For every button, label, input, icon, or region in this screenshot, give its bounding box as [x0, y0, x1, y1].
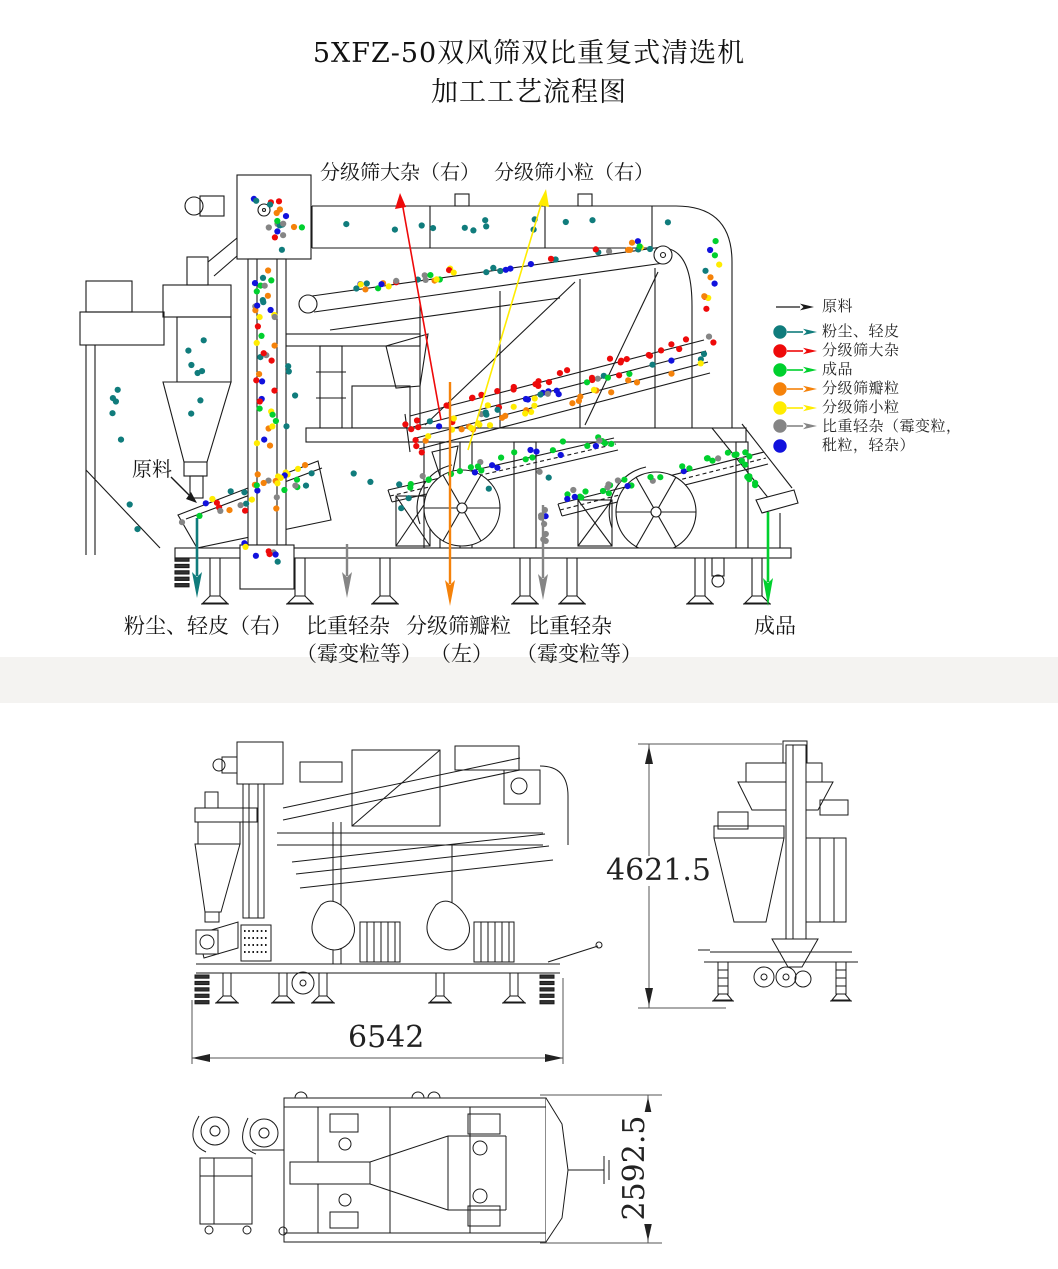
material-dot-grading-left-cluster [402, 421, 408, 427]
material-dot-grading-top-large [683, 336, 689, 342]
material-dot-top-duct-dust [343, 221, 349, 227]
material-dot-gravity1-product [593, 443, 599, 449]
output-label-broken-line2: （左） [430, 642, 493, 666]
material-dot-gravity2-product [625, 483, 631, 489]
material-dot-elevator-column-mix [270, 412, 276, 418]
legend-item-large-impurity [772, 341, 962, 360]
legend-label-line1: 比重轻杂（霉变粒， [822, 417, 962, 435]
material-dot-elevator-head-mix [291, 224, 297, 230]
material-dot-elevator-column-mix [255, 323, 261, 329]
material-dot-elevator-column-mix [268, 277, 274, 283]
material-dot-grading-low-small [499, 415, 505, 421]
material-dot-gravity2-product [686, 465, 692, 471]
material-dot-elevator-column-mix [257, 314, 263, 320]
material-dot-conveyor-band-mix [364, 280, 370, 286]
material-dot-elevator-column-mix [269, 423, 275, 429]
material-dot-gravity1-product [478, 467, 484, 473]
grading-large-callout-head [395, 193, 406, 209]
material-dot-top-duct-dust [419, 222, 425, 228]
material-dot-elevator-column-mix [254, 488, 260, 494]
material-dot-elevator-boot-mix [253, 553, 259, 559]
material-dot-conveyor-band-mix [593, 246, 599, 252]
large-impurity-legend-dot-icon [772, 343, 822, 359]
material-dot-grading-low-small [569, 400, 575, 406]
material-dot-elevator-column-mix [267, 443, 273, 449]
material-dot-grading-top-large [510, 386, 516, 392]
material-dot-grading-low-small [591, 387, 597, 393]
material-dot-grading-left-cluster [419, 449, 425, 455]
material-dot-grading-low-small [531, 403, 537, 409]
material-dot-hopper-mix [281, 487, 287, 493]
material-dot-gravity2-product [705, 455, 711, 461]
material-dot-grading-mid-mix [537, 391, 543, 397]
material-dot-grading-mid-mix [595, 376, 601, 382]
material-dot-grading-top-large [668, 341, 674, 347]
material-dot-air-dust-scatter [286, 368, 292, 374]
material-dot-grading-mid-mix [451, 415, 457, 421]
material-dot-elevator-column-mix [262, 283, 268, 289]
material-dot-conveyor-band-mix [647, 246, 653, 252]
material-dot-hopper-mix [228, 488, 234, 494]
material-dot-conveyor-band-mix [451, 270, 457, 276]
material-dot-gravity1-product [596, 438, 602, 444]
material-dot-elevator-head-mix [280, 221, 286, 227]
material-dot-grading-top-large [546, 379, 552, 385]
material-dot-gravity1-product [558, 452, 564, 458]
material-dot-elevator-column-mix [252, 280, 258, 286]
top-view-dimension-text: 2592.5 [620, 1103, 650, 1233]
material-dot-chute-product [742, 449, 748, 455]
material-dot-conveyor-band-mix [627, 247, 633, 253]
material-dot-conveyor-band-mix [423, 277, 429, 283]
material-dot-conveyor-band-mix [629, 240, 635, 246]
material-dot-elevator-head-mix [277, 206, 283, 212]
material-dot-gravity1-product [608, 441, 614, 447]
material-dot-left-chamber-dust [118, 437, 124, 443]
legend-label: 分级筛小粒 [822, 398, 900, 416]
material-dot-conveyor-band-mix [606, 248, 612, 254]
cyclone-separator [163, 238, 237, 498]
material-dot-gravity1-product [533, 449, 539, 455]
material-dot-cyclone-dust [195, 370, 201, 376]
material-dot-gravity2-product [679, 463, 685, 469]
material-dot-grading-top-large [535, 383, 541, 389]
material-dot-downcomer-mix [712, 252, 718, 258]
material-dot-cyclone-dust [185, 348, 191, 354]
material-dot-grading-top-large [557, 370, 563, 376]
material-dot-grading-top-large [564, 367, 570, 373]
material-dot-conveyor-band-mix [503, 267, 509, 273]
material-dot-hopper-mix [179, 519, 185, 525]
output-label-dust: 粉尘、轻皮（右） [124, 614, 292, 638]
material-dot-air-dust-scatter [283, 423, 289, 429]
material-dot-hopper-mix [274, 480, 280, 486]
material-dot-elevator-column-mix [272, 314, 278, 320]
legend-label: 粉尘、轻皮 [822, 322, 900, 340]
material-dot-elevator-column-mix [265, 293, 271, 299]
material-dot-left-chamber-dust [127, 501, 133, 507]
material-dot-conveyor-band-mix [637, 243, 643, 249]
material-dot-grading-mid-mix [616, 372, 622, 378]
material-dot-downcomer-mix [706, 334, 712, 340]
material-dot-conveyor-band-mix [393, 278, 399, 284]
material-dot-grading-left-cluster [413, 437, 419, 443]
material-dot-air-dust-scatter [398, 505, 404, 511]
title-line-2: 加工工艺流程图 [431, 77, 627, 108]
material-dot-chute-product [725, 450, 731, 456]
material-dot-gravity1-product [527, 447, 533, 453]
material-dot-elevator-boot-mix [267, 551, 273, 557]
material-dot-chute-product [733, 451, 739, 457]
material-dot-elevator-column-mix [257, 398, 263, 404]
material-dot-conveyor-band-mix [497, 268, 503, 274]
material-dot-gravity2-product [578, 494, 584, 500]
material-dot-conveyor-band-mix [548, 256, 554, 262]
material-dot-conveyor-band-mix [378, 281, 384, 287]
material-dot-grading-low-small [576, 398, 582, 404]
legend-item-broken-grain [772, 379, 962, 398]
material-dot-elevator-column-mix [256, 371, 262, 377]
material-dot-grading-mid-mix [436, 423, 442, 429]
material-dot-gravity2-product [582, 488, 588, 494]
material-dot-air-dust-scatter [396, 481, 402, 487]
material-dot-elevator-column-mix [254, 303, 260, 309]
material-dot-chute-product [746, 473, 752, 479]
material-dot-grading-low-small [698, 360, 704, 366]
material-dot-elevator-boot-mix [275, 559, 281, 565]
material-dot-gravity2-product [570, 487, 576, 493]
material-dot-grading-top-large [607, 356, 613, 362]
material-dot-elevator-head-mix [299, 224, 305, 230]
material-dot-gravity1-product [550, 447, 556, 453]
material-dot-grading-low-small [634, 379, 640, 385]
material-dot-mid-channel-light [537, 469, 543, 475]
output-label-broken: 分级筛瓣粒 [406, 614, 511, 638]
material-dot-hopper-mix [261, 480, 267, 486]
material-dot-grading-top-large [658, 347, 664, 353]
raw-material-legend-arrow-icon [772, 299, 822, 315]
raw-material-label: 原料 [132, 457, 172, 481]
legend-item-raw [772, 297, 962, 316]
material-dot-hopper-mix [238, 502, 244, 508]
material-dot-gravity1-product [472, 469, 478, 475]
material-dot-grading-top-large [618, 359, 624, 365]
material-dot-gravity1-product [511, 449, 517, 455]
material-dot-hopper-mix [226, 507, 232, 513]
material-dot-grading-mid-mix [545, 391, 551, 397]
broken-grain-legend-dot-icon [772, 381, 822, 397]
title-line-1: 5XFZ-50双风筛双比重复式清选机 [312, 38, 746, 69]
material-dot-elevator-head-mix [253, 198, 259, 204]
material-dot-downcomer-mix [703, 306, 709, 312]
material-dot-top-duct-dust [483, 223, 489, 229]
material-dot-elevator-column-mix [258, 333, 264, 339]
material-dot-gravity1-product [489, 462, 495, 468]
material-dot-downcomer-mix [713, 238, 719, 244]
material-dot-hopper-mix [254, 482, 260, 488]
material-dot-gravity2-product [715, 455, 721, 461]
material-dot-left-chamber-dust [113, 398, 119, 404]
output-label-light-1: 比重轻杂 [306, 614, 390, 638]
material-dot-elevator-column-mix [254, 440, 260, 446]
material-dot-downcomer-mix [707, 274, 713, 280]
material-dot-conveyor-band-mix [490, 265, 496, 271]
material-dot-elevator-head-mix [274, 218, 280, 224]
material-dot-gravity1-product [457, 468, 463, 474]
callout-grading-small-label: 分级筛小粒（右） [494, 160, 654, 184]
material-dot-gravity1-product [494, 465, 500, 471]
material-dot-grading-mid-mix [626, 371, 632, 377]
material-dot-grading-mid-mix [511, 404, 517, 410]
material-dot-elevator-column-mix [268, 307, 274, 313]
material-dot-elevator-column-mix [269, 358, 275, 364]
material-dot-grading-mid-mix [427, 418, 433, 424]
material-dot-conveyor-band-mix [386, 283, 392, 289]
material-dot-gravity2-product [657, 474, 663, 480]
material-dot-air-dust-scatter [486, 486, 492, 492]
material-dot-cyclone-dust [188, 411, 194, 417]
material-dot-top-duct-dust [470, 227, 476, 233]
material-dot-gravity2-product [564, 496, 570, 502]
material-dot-gravity2-product [572, 494, 578, 500]
material-dot-air-dust-scatter [546, 475, 552, 481]
material-dot-left-chamber-dust [115, 387, 121, 393]
material-dot-grading-mid-mix [523, 396, 529, 402]
top-view-drawing [193, 1092, 662, 1243]
material-dot-grading-low-small [487, 422, 493, 428]
material-dot-top-duct-dust [665, 219, 671, 225]
material-dot-downcomer-mix [710, 339, 716, 345]
material-dot-conveyor-band-mix [353, 285, 359, 291]
material-dot-elevator-column-mix [254, 288, 260, 294]
material-dot-hopper-mix [242, 508, 248, 514]
output-label-light-2: 比重轻杂 [528, 614, 612, 638]
legend-item-product [772, 360, 962, 379]
dust-legend-dot-icon [772, 324, 822, 340]
material-dot-conveyor-band-mix [483, 269, 489, 275]
material-dot-grading-top-large [676, 346, 682, 352]
material-dot-left-chamber-dust [109, 410, 115, 416]
material-dot-hopper-mix [274, 494, 280, 500]
material-dot-elevator-column-mix [253, 377, 259, 383]
material-dot-elevator-column-mix [254, 340, 260, 346]
material-dot-top-duct-dust [430, 225, 436, 231]
material-dot-grading-mid-mix [532, 395, 538, 401]
output-label-product: 成品 [754, 614, 796, 638]
material-dot-gravity1-product [560, 438, 566, 444]
aspiration-fan-unit [80, 281, 164, 555]
material-dot-top-duct-dust [462, 225, 468, 231]
material-dot-top-duct-dust [482, 217, 488, 223]
material-dot-downcomer-mix [716, 262, 722, 268]
material-dot-hopper-mix [292, 483, 298, 489]
material-dot-elevator-column-mix [261, 437, 267, 443]
material-dot-air-dust-scatter [285, 363, 291, 369]
material-dot-grading-low-small [608, 389, 614, 395]
front-view-dimension-text: 4621.5 [602, 856, 715, 886]
material-dot-grading-top-large [494, 388, 500, 394]
material-dot-grading-mid-mix [649, 362, 655, 368]
legend-label: 分级筛瓣粒 [822, 379, 900, 397]
material-dot-chute-product [752, 482, 758, 488]
material-dot-gravity2-product [600, 488, 606, 494]
material-dot-grading-top-large [624, 356, 630, 362]
callout-grading-large-label: 分级筛大杂（右） [320, 160, 480, 184]
material-dot-air-dust-scatter [367, 479, 373, 485]
process-flow-machine [80, 175, 798, 604]
material-dot-elevator-head-mix [266, 224, 272, 230]
material-dot-downcomer-mix [707, 247, 713, 253]
material-dot-elevator-head-mix [276, 198, 282, 204]
material-dot-gravity1-product [468, 464, 474, 470]
material-dot-downcomer-mix [701, 351, 707, 357]
legend [772, 297, 962, 457]
material-dot-elevator-head-mix [274, 228, 280, 234]
material-dot-gravity1-product [584, 443, 590, 449]
material-dot-cyclone-dust [188, 362, 194, 368]
material-dot-elevator-column-mix [273, 418, 279, 424]
material-dot-gravity2-product [621, 477, 627, 483]
material-dot-conveyor-band-mix [528, 261, 534, 267]
material-dot-elevator-column-mix [261, 350, 267, 356]
material-dot-elevator-column-mix [272, 343, 278, 349]
material-dot-grading-left-cluster [415, 424, 421, 430]
material-dot-elevator-boot-mix [242, 544, 248, 550]
material-dot-hopper-mix [209, 496, 215, 502]
side-view-drawing [192, 742, 602, 1064]
material-dot-gravity1-product [523, 456, 529, 462]
raw-material-arrow [171, 477, 192, 498]
material-dot-elevator-column-mix [257, 406, 263, 412]
product-legend-dot-icon [772, 362, 822, 378]
material-dot-grading-left-cluster [408, 426, 414, 432]
material-dot-grading-mid-mix [668, 358, 674, 364]
legend-item-small-grain [772, 398, 962, 417]
material-dot-gravity1-product [529, 454, 535, 460]
material-dot-elevator-column-mix [260, 297, 266, 303]
material-dot-gravity1-product [426, 476, 432, 482]
material-dot-grading-low-small [425, 433, 431, 439]
legend-label: 分级筛大杂 [822, 341, 900, 359]
material-dot-grading-low-small [668, 371, 674, 377]
material-dot-grading-mid-mix [584, 379, 590, 385]
side-view-dimension-text: 6542 [344, 1023, 428, 1053]
grading-small-callout-head [538, 189, 549, 207]
material-dot-grading-low-small [459, 426, 465, 432]
material-dot-elevator-column-mix [255, 471, 261, 477]
material-dot-grading-mid-mix [605, 375, 611, 381]
material-dot-downcomer-mix [712, 281, 718, 287]
light-impurity-legend-dots-icon [772, 417, 822, 457]
material-dot-air-dust-scatter [406, 495, 412, 501]
material-dot-top-duct-dust [563, 219, 569, 225]
material-dot-gravity2-product [605, 481, 611, 487]
legend-label-line2: 秕粒，轻杂） [822, 436, 916, 454]
material-dot-grading-mid-mix [485, 402, 491, 408]
material-dot-elevator-head-mix [283, 213, 289, 219]
material-dot-elevator-head-mix [279, 247, 285, 253]
material-dot-elevator-head-mix [267, 202, 273, 208]
material-dot-air-dust-scatter [351, 470, 357, 476]
material-dot-cyclone-dust [201, 337, 207, 343]
legend-item-light-impurity [772, 417, 962, 457]
material-dot-grading-low-small [476, 422, 482, 428]
material-dot-elevator-column-mix [273, 505, 279, 511]
material-dot-conveyor-band-mix [362, 286, 368, 292]
material-dot-hopper-mix [217, 508, 223, 514]
material-dot-chute-product [739, 458, 745, 464]
material-dot-grading-top-large [647, 353, 653, 359]
material-dot-grading-mid-mix [554, 388, 560, 394]
legend-label: 原料 [822, 297, 854, 315]
material-dot-downcomer-mix [701, 293, 707, 299]
material-dot-gravity1-product [420, 473, 426, 479]
material-dot-air-dust-scatter [292, 392, 298, 398]
material-dot-gravity2-product [647, 474, 653, 480]
material-dot-hopper-mix [243, 501, 249, 507]
material-dot-grading-low-small [625, 377, 631, 383]
material-dot-gravity2-product [615, 477, 621, 483]
material-dot-gravity1-product [602, 440, 608, 446]
material-dot-elevator-column-mix [260, 275, 266, 281]
small-grain-legend-dot-icon [772, 400, 822, 416]
material-dot-gravity1-product [498, 455, 504, 461]
material-dot-hopper-mix [249, 497, 255, 503]
material-dot-gravity2-product [606, 490, 612, 496]
material-dot-air-dust-scatter [309, 470, 315, 476]
material-dot-grading-left-cluster [414, 417, 420, 423]
material-dot-grading-top-large [469, 395, 475, 401]
material-dot-hopper-mix [302, 462, 308, 468]
legend-label: 成品 [822, 360, 854, 378]
material-dot-conveyor-band-mix [427, 272, 433, 278]
material-dot-left-chamber-dust [134, 526, 140, 532]
material-dot-hopper-mix [303, 483, 309, 489]
material-dot-hopper-mix [294, 477, 300, 483]
material-dot-elevator-column-mix [271, 388, 277, 394]
material-dot-elevator-column-mix [265, 267, 271, 273]
material-dot-grading-mid-mix [483, 409, 489, 415]
material-dot-top-duct-dust [392, 227, 398, 233]
material-dot-grading-mid-mix [495, 407, 501, 413]
material-dot-conveyor-band-mix [434, 276, 440, 282]
material-dot-grading-left-cluster [413, 443, 419, 449]
top-air-duct [312, 194, 732, 428]
material-dot-hopper-mix [203, 500, 209, 506]
material-dot-elevator-column-mix [259, 378, 265, 384]
material-dot-hopper-mix [278, 475, 284, 481]
material-dot-hopper-mix [295, 466, 301, 472]
material-dot-grading-low-small [522, 410, 528, 416]
legend-item-dust [772, 322, 962, 341]
material-dot-elevator-boot-mix [273, 551, 279, 557]
output-label-light-1-line2: （霉变粒等） [296, 642, 422, 666]
material-dot-elevator-head-mix [280, 232, 286, 238]
material-dot-gravity1-product [407, 485, 413, 491]
material-dot-elevator-head-mix [272, 234, 278, 240]
material-dot-top-duct-dust [589, 217, 595, 223]
material-dot-cyclone-dust [197, 397, 203, 403]
material-dot-hopper-mix [241, 489, 247, 495]
output-label-light-2-line2: （霉变粒等） [516, 642, 642, 666]
material-dot-downcomer-mix [702, 268, 708, 274]
